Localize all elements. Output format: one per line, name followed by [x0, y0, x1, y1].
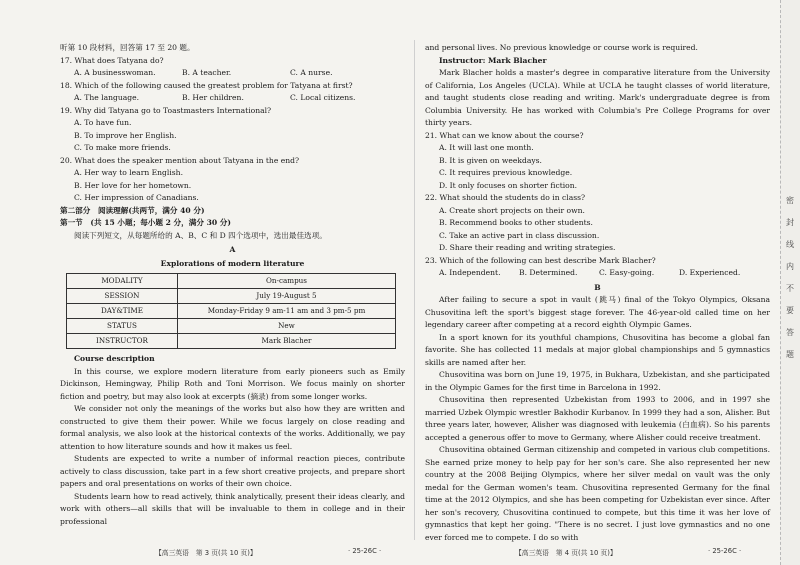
- option: B. To improve her English.: [74, 130, 177, 140]
- paragraph: Chusovitina was born on June 19, 1975, in Bukhara, Uzbekistan, and she participated in the Olympic Games for the first time in Barcelona in 1992.: [425, 370, 770, 392]
- option: A. Create short projects on their own.: [439, 205, 585, 215]
- table-value: On-campus: [178, 274, 396, 289]
- option: C. Easy-going.: [599, 268, 655, 277]
- course-info-table: [66, 273, 396, 349]
- table-row: [67, 289, 396, 304]
- section-one-heading: 第一节 (共 15 小题；每小题 2 分，满分 30 分): [60, 218, 231, 227]
- table-value: Mark Blacher: [178, 334, 396, 349]
- option: C. Take an active part in class discussion.: [439, 230, 600, 240]
- right-column: [425, 42, 770, 544]
- paragraph: Chusovitina obtained German citizenship and competed in various club competitions. She earned prize money to help pay for her son's care. She also represented her new country at the 2008 Beijing Olympics, where her silver medal on vault was the only medal for the German women's team. Chusovitina represented Germany for the final time at the 2012 Olympics, and she has been competing for Uzbekistan ever since. After her son's recovery, Chusovitina continued to compete, but this time it was her love of gymnastics that kept her going. "There is no secret. I just love gymnastics and no one ever forced me to compete. I do so with: [425, 445, 770, 542]
- table-row: [67, 319, 396, 334]
- table-key: INSTRUCTOR: [67, 334, 178, 349]
- question-17: 17. What does Tatyana do?: [60, 55, 164, 65]
- option: A. The language.: [74, 93, 140, 102]
- paragraph: Students are expected to write a number of informal reaction pieces, contribute actively to class discussion, take part in a few short creative projects, and prepare short papers and oral presentations on works of their own choice.: [60, 454, 405, 488]
- option: B. Determined.: [519, 268, 578, 277]
- table-row: [67, 274, 396, 289]
- option: C. Her impression of Canadians.: [74, 193, 199, 202]
- reading-instruction: 阅读下列短文，从每题所给的 A、B、C 和 D 四个选项中，选出最佳选项。: [74, 230, 327, 240]
- passage-a-label: A: [229, 245, 236, 254]
- option: A. A businesswoman.: [74, 68, 156, 77]
- option: A. To have fun.: [74, 118, 132, 127]
- paragraph-continuation: and personal lives. No previous knowledge or course work is required.: [425, 43, 698, 52]
- passage-b-label: B: [594, 282, 601, 292]
- table-value: July 19-August 5: [178, 289, 396, 304]
- option: C. A nurse.: [290, 68, 333, 77]
- question-19: 19. Why did Tatyana go to Toastmasters International?: [60, 105, 272, 115]
- left-column: [60, 42, 405, 528]
- option: B. Her children.: [182, 93, 244, 102]
- question-18-options: [60, 92, 405, 105]
- paragraph: Chusovitina then represented Uzbekistan from 1993 to 2006, and in 1997 she married Uzbek Olympic wrestler Bakhodir Kurbanov. In 1999 they had a son, Alisher. But three years later, however, Alisher was diagnosed with leukemia (白血病). So his parents accepted a generous offer to move to Germany, where Alisher could receive treatment.: [425, 395, 770, 442]
- option: C. Local citizens.: [290, 93, 356, 102]
- paragraph: In this course, we explore modern literature from early pioneers such as Emily Dickinson, Hemingway, Philip Roth and Toni Morrison. We focus mainly on shorter fiction and poetry, but may also look at excerpts (摘录) from some longer works.: [60, 366, 405, 401]
- course-description-heading: Course description: [74, 354, 155, 363]
- option: A. Independent.: [439, 268, 501, 277]
- option: C. To make more friends.: [74, 143, 171, 152]
- question-21: 21. What can we know about the course?: [425, 130, 584, 140]
- seal-warning-text: 密封线内不要答题: [786, 196, 794, 359]
- option: A. It will last one month.: [439, 143, 534, 152]
- option: A. Her way to learn English.: [74, 168, 183, 177]
- paragraph: After failing to secure a spot in vault (跳马) final of the Tokyo Olympics, Oksana Chusovitina left the sport's biggest stage forever. The 46-year-old called time on her legendary career after competing at a record eighth Olympic Games.: [425, 295, 770, 329]
- option: B. Her love for her hometown.: [74, 180, 192, 190]
- question-23: 23. Which of the following can best describe Mark Blacher?: [425, 255, 656, 265]
- footer-code-left: · 25-26C ·: [348, 547, 382, 555]
- option: B. Recommend books to other students.: [439, 218, 593, 227]
- table-key: MODALITY: [67, 274, 178, 289]
- footer-code-right: · 25-26C ·: [708, 547, 742, 555]
- question-18: 18. Which of the following caused the greatest problem for Tatyana at first?: [60, 80, 353, 90]
- option: C. It requires previous knowledge.: [439, 168, 573, 177]
- paragraph: We consider not only the meanings of the works but also how they are written and constructed to give them their power. While we focus largely on close reading and formal analysis, we also look at the historical contexts of the works. Additionally, we pay attention to how literature sounds and how it makes us feel.: [60, 404, 405, 451]
- paragraph: Mark Blacher holds a master's degree in comparative literature from the University of California, Los Angeles (UCLA). While at UCLA he taught classes of world literature, and taught students close reading and writing. Mark's undergraduate degree is from Columbia University. He has worked with Columbia's Pre College Programs for over thirty years.: [425, 68, 770, 127]
- table-row: [67, 334, 396, 349]
- footer-page-label-right: 【高三英语 第 4 页(共 10 页)】: [515, 549, 617, 557]
- question-20: 20. What does the speaker mention about Tatyana in the end?: [60, 155, 300, 165]
- table-value: Monday-Friday 9 am-11 am and 3 pm-5 pm: [178, 304, 396, 319]
- question-23-options: [425, 267, 770, 280]
- question-17-options: [60, 67, 405, 80]
- table-key: DAY&TIME: [67, 304, 178, 319]
- table-title: Explorations of modern literature: [160, 258, 305, 268]
- option: B. A teacher.: [182, 68, 232, 77]
- paragraph: Students learn how to read actively, think analytically, present their ideas clearly, and work with others—all skills that will be invaluable to them in college and in their professional: [60, 491, 405, 526]
- option: D. Share their reading and writing strategies.: [439, 243, 616, 252]
- table-key: SESSION: [67, 289, 178, 304]
- option: D. Experienced.: [679, 268, 741, 277]
- option: B. It is given on weekdays.: [439, 155, 542, 165]
- listening-intro: 听第 10 段材料，回答第 17 至 20 题。: [60, 43, 195, 52]
- column-divider: [414, 40, 415, 540]
- table-key: STATUS: [67, 319, 178, 334]
- instructor-heading: Instructor: Mark Blacher: [439, 55, 547, 65]
- question-22: 22. What should the students do in class?: [425, 193, 586, 202]
- table-value: New: [178, 319, 396, 334]
- option: D. It only focuses on shorter fiction.: [439, 180, 578, 190]
- footer-page-label-left: 【高三英语 第 3 页(共 10 页)】: [155, 549, 257, 557]
- part-two-heading: 第二部分 阅读理解(共两节，满分 40 分): [60, 205, 205, 215]
- paragraph: In a sport known for its youthful champions, Chusovitina has become a global fan favorite. She has collected 11 medals at major global championships and 5 gymnastics skills are named after her.: [425, 332, 770, 367]
- table-row: [67, 304, 396, 319]
